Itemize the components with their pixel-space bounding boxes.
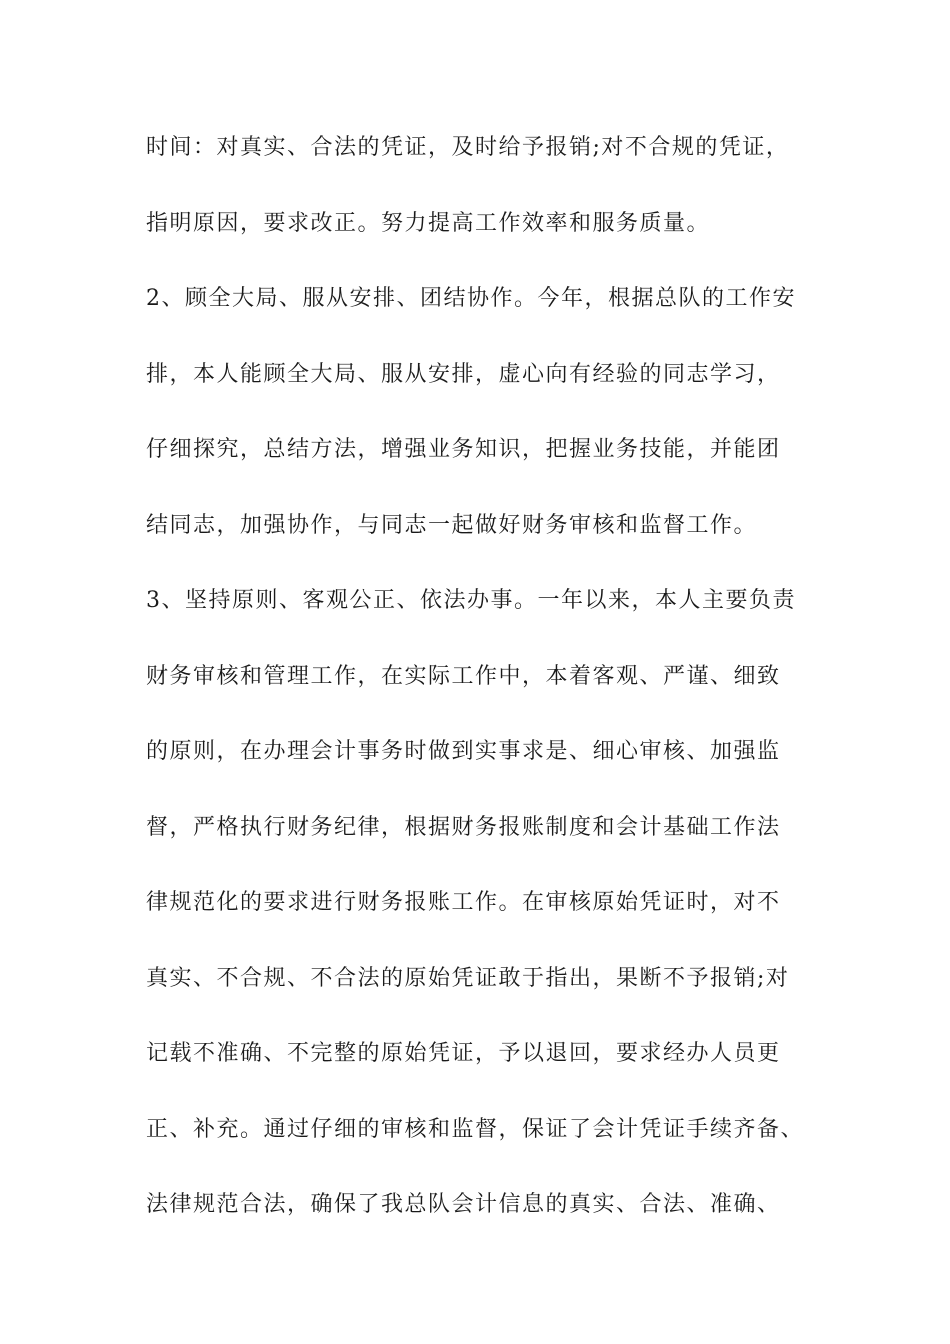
text-line: 财务审核和管理工作，在实际工作中，本着客观、严谨、细致 [146,663,781,689]
text-line: 指明原因，要求改正。努力提高工作效率和服务质量。 [146,210,711,236]
text-line: 法律规范合法，确保了我总队会计信息的真实、合法、准确、 [146,1192,781,1217]
text-line: 结同志，加强协作，与同志一起做好财务审核和监督工作。 [146,512,758,538]
text-line: 时间：对真实、合法的凭证，及时给予报销;对不合规的凭证， [146,135,790,160]
text-line: 排，本人能顾全大局、服从安排，虚心向有经验的同志学习， [146,361,781,387]
text-line: 的原则，在办理会计事务时做到实事求是、细心审核、加强监 [146,739,781,764]
text-line: 督，严格执行财务纪律，根据财务报账制度和会计基础工作法 [146,814,781,840]
text-line: 正、补充。通过仔细的审核和监督，保证了会计凭证手续齐备、 [146,1116,805,1142]
text-line: 3、坚持原则、客观公正、依法办事。一年以来，本人主要负责 [146,588,796,613]
document-body [146,128,836,1261]
text-line: 律规范化的要求进行财务报账工作。在审核原始凭证时，对不 [146,890,781,915]
text-line: 真实、不合规、不合法的原始凭证敢于指出，果断不予报销;对 [146,965,790,991]
text-line: 2、顾全大局、服从安排、团结协作。今年，根据总队的工作安 [146,286,796,311]
text-line: 仔细探究，总结方法，增强业务知识，把握业务技能，并能团 [146,437,781,462]
text-line: 记载不准确、不完整的原始凭证，予以退回，要求经办人员更 [146,1041,781,1066]
